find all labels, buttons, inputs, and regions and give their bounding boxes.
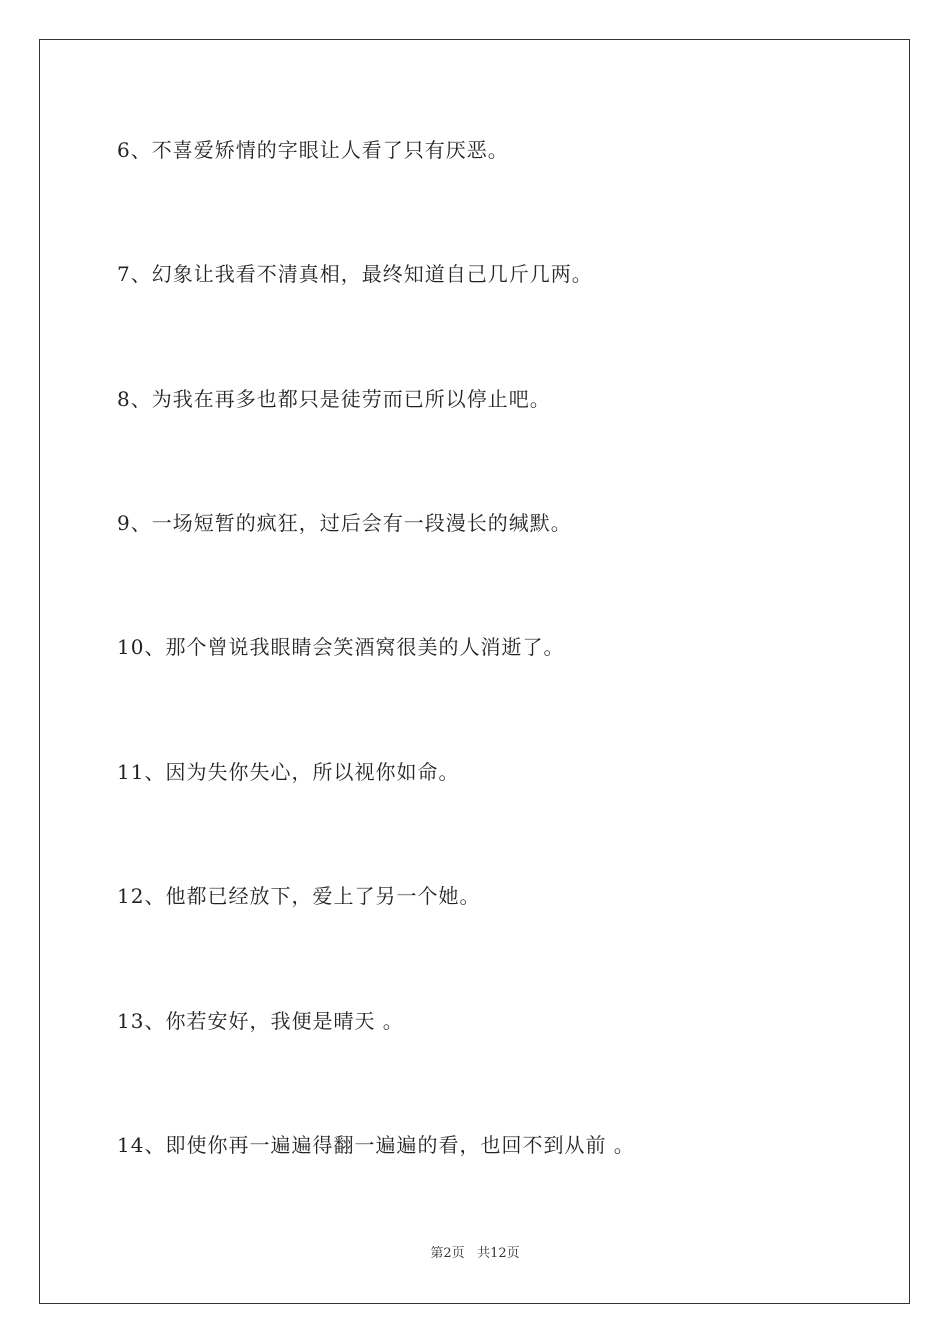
page-border (39, 39, 910, 1304)
quote-line-13: 13、你若安好，我便是晴天 。 (117, 1009, 404, 1033)
quote-line-9: 9、一场短暂的疯狂，过后会有一段漫长的缄默。 (117, 511, 572, 535)
quote-line-12: 12、他都已经放下，爱上了另一个她。 (117, 884, 481, 908)
quote-line-10: 10、那个曾说我眼睛会笑酒窝很美的人消逝了。 (117, 635, 565, 659)
quote-line-8: 8、为我在再多也都只是徒劳而已所以停止吧。 (117, 387, 551, 411)
quote-line-14: 14、即使你再一遍遍得翻一遍遍的看，也回不到从前 。 (117, 1133, 635, 1157)
quote-line-11: 11、因为失你失心，所以视你如命。 (117, 760, 460, 784)
quote-line-7: 7、幻象让我看不清真相，最终知道自己几斤几两。 (117, 262, 593, 286)
page-number: 第2页 (430, 1246, 465, 1261)
page-footer (0, 1245, 950, 1263)
page-total: 共12页 (477, 1246, 520, 1261)
quote-line-6: 6、不喜爱矫情的字眼让人看了只有厌恶。 (117, 138, 509, 162)
